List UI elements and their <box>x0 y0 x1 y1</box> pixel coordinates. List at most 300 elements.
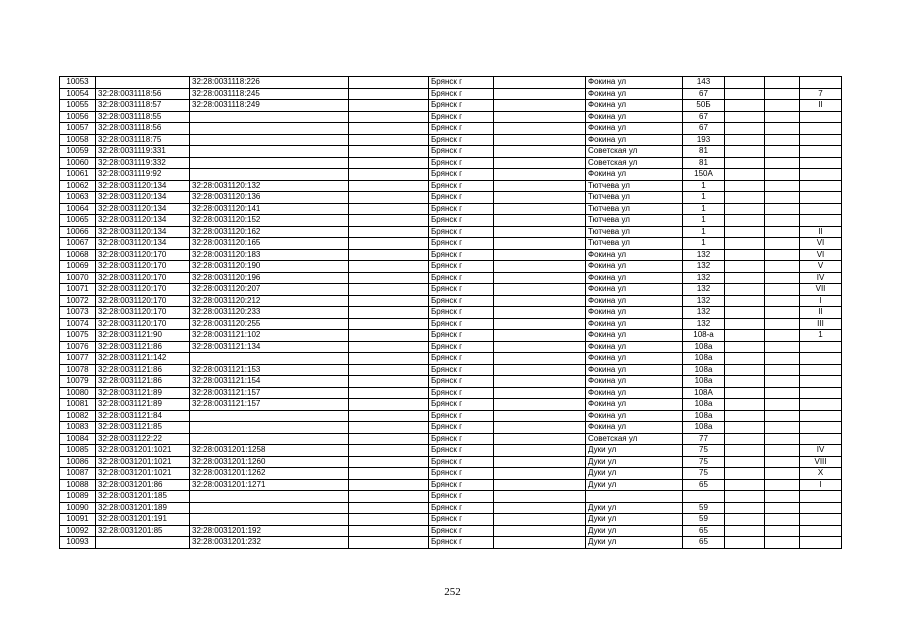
cell-sub-cadastral-number: 32:28:0031118:226 <box>190 77 349 89</box>
cell-city: Брянск г <box>429 77 494 89</box>
cell-sub-cadastral-number <box>190 502 349 514</box>
cell-city: Брянск г <box>429 341 494 353</box>
cell-blank-col-9 <box>725 433 765 445</box>
cell-blank-col-6 <box>494 77 586 89</box>
cell-cadastral-number: 32:28:0031119:92 <box>96 169 190 181</box>
cell-premise-number: VII <box>800 284 842 296</box>
cell-blank-col-10 <box>765 295 800 307</box>
cell-blank-col-6 <box>494 157 586 169</box>
table-row <box>60 157 842 169</box>
cell-house-number: 150А <box>683 169 725 181</box>
table-row <box>60 192 842 204</box>
cell-sub-cadastral-number: 32:28:0031120:190 <box>190 261 349 273</box>
cell-blank-col-10 <box>765 272 800 284</box>
cell-blank-col-6 <box>494 146 586 158</box>
cell-street: Тютчева ул <box>586 226 683 238</box>
cell-blank-col-10 <box>765 422 800 434</box>
cell-city: Брянск г <box>429 422 494 434</box>
cell-premise-number <box>800 387 842 399</box>
cell-cadastral-number: 32:28:0031121:86 <box>96 376 190 388</box>
cell-premise-number: V <box>800 261 842 273</box>
cell-cadastral-number: 32:28:0031121:85 <box>96 422 190 434</box>
cell-blank-col-9 <box>725 468 765 480</box>
cell-premise-number: IV <box>800 445 842 457</box>
cell-city: Брянск г <box>429 399 494 411</box>
cell-house-number: 75 <box>683 468 725 480</box>
cell-cadastral-number: 32:28:0031201:86 <box>96 479 190 491</box>
cell-blank-col-10 <box>765 169 800 181</box>
cell-street: Фокина ул <box>586 134 683 146</box>
cell-street: Советская ул <box>586 433 683 445</box>
cell-record-id: 10085 <box>60 445 96 457</box>
cell-record-id: 10078 <box>60 364 96 376</box>
cell-city: Брянск г <box>429 146 494 158</box>
cell-street: Дуки ул <box>586 514 683 526</box>
cell-record-id: 10083 <box>60 422 96 434</box>
cell-cadastral-number: 32:28:0031120:170 <box>96 307 190 319</box>
cell-sub-cadastral-number <box>190 157 349 169</box>
cell-record-id: 10054 <box>60 88 96 100</box>
cell-blank-col-4 <box>349 272 429 284</box>
cell-blank-col-4 <box>349 238 429 250</box>
cell-blank-col-6 <box>494 203 586 215</box>
cell-premise-number: 1 <box>800 330 842 342</box>
cell-blank-col-9 <box>725 261 765 273</box>
cell-blank-col-10 <box>765 364 800 376</box>
cell-city: Брянск г <box>429 203 494 215</box>
table-row <box>60 215 842 227</box>
cell-city: Брянск г <box>429 249 494 261</box>
cell-record-id: 10056 <box>60 111 96 123</box>
cell-blank-col-6 <box>494 433 586 445</box>
table-row <box>60 502 842 514</box>
cell-blank-col-6 <box>494 261 586 273</box>
cell-house-number: 77 <box>683 433 725 445</box>
cell-premise-number <box>800 341 842 353</box>
table-row <box>60 364 842 376</box>
table-row <box>60 353 842 365</box>
cell-blank-col-4 <box>349 537 429 549</box>
cell-blank-col-4 <box>349 203 429 215</box>
table-row <box>60 387 842 399</box>
cell-blank-col-10 <box>765 226 800 238</box>
cell-blank-col-10 <box>765 146 800 158</box>
cell-blank-col-4 <box>349 433 429 445</box>
table-row <box>60 180 842 192</box>
cell-street: Фокина ул <box>586 111 683 123</box>
cell-record-id: 10060 <box>60 157 96 169</box>
cell-sub-cadastral-number <box>190 111 349 123</box>
cell-house-number: 75 <box>683 445 725 457</box>
cell-blank-col-4 <box>349 456 429 468</box>
cell-record-id: 10075 <box>60 330 96 342</box>
cell-record-id: 10091 <box>60 514 96 526</box>
cell-city: Брянск г <box>429 157 494 169</box>
cell-blank-col-10 <box>765 318 800 330</box>
cell-blank-col-6 <box>494 364 586 376</box>
cell-house-number: 108а <box>683 364 725 376</box>
cell-sub-cadastral-number: 32:28:0031201:1271 <box>190 479 349 491</box>
cell-street: Тютчева ул <box>586 192 683 204</box>
cell-record-id: 10071 <box>60 284 96 296</box>
cell-cadastral-number: 32:28:0031121:89 <box>96 387 190 399</box>
cell-premise-number: X <box>800 468 842 480</box>
cell-street: Фокина ул <box>586 410 683 422</box>
cell-blank-col-4 <box>349 364 429 376</box>
cell-blank-col-10 <box>765 261 800 273</box>
table-row <box>60 88 842 100</box>
cell-city: Брянск г <box>429 88 494 100</box>
cell-cadastral-number: 32:28:0031119:332 <box>96 157 190 169</box>
cell-sub-cadastral-number <box>190 410 349 422</box>
table-row <box>60 491 842 503</box>
cell-blank-col-9 <box>725 146 765 158</box>
cell-cadastral-number: 32:28:0031121:142 <box>96 353 190 365</box>
cell-cadastral-number: 32:28:0031120:134 <box>96 226 190 238</box>
cell-blank-col-4 <box>349 180 429 192</box>
cell-blank-col-4 <box>349 307 429 319</box>
cell-premise-number: II <box>800 226 842 238</box>
table-row <box>60 399 842 411</box>
cell-premise-number <box>800 410 842 422</box>
cell-street: Фокина ул <box>586 376 683 388</box>
cell-blank-col-4 <box>349 387 429 399</box>
cell-street: Фокина ул <box>586 249 683 261</box>
registry-table <box>59 76 842 549</box>
cell-premise-number <box>800 180 842 192</box>
table-row <box>60 318 842 330</box>
cell-cadastral-number: 32:28:0031120:170 <box>96 261 190 273</box>
cell-blank-col-6 <box>494 226 586 238</box>
cell-blank-col-10 <box>765 111 800 123</box>
cell-street: Дуки ул <box>586 502 683 514</box>
cell-blank-col-10 <box>765 410 800 422</box>
cell-premise-number: I <box>800 295 842 307</box>
cell-house-number: 1 <box>683 192 725 204</box>
cell-city: Брянск г <box>429 456 494 468</box>
cell-premise-number <box>800 433 842 445</box>
cell-premise-number <box>800 422 842 434</box>
cell-sub-cadastral-number: 32:28:0031120:212 <box>190 295 349 307</box>
cell-blank-col-6 <box>494 525 586 537</box>
cell-city: Брянск г <box>429 479 494 491</box>
cell-premise-number <box>800 157 842 169</box>
cell-sub-cadastral-number <box>190 146 349 158</box>
cell-blank-col-10 <box>765 399 800 411</box>
cell-blank-col-6 <box>494 341 586 353</box>
cell-blank-col-6 <box>494 111 586 123</box>
cell-record-id: 10068 <box>60 249 96 261</box>
cell-blank-col-9 <box>725 445 765 457</box>
cell-city: Брянск г <box>429 215 494 227</box>
cell-street: Дуки ул <box>586 525 683 537</box>
cell-premise-number <box>800 376 842 388</box>
cell-record-id: 10074 <box>60 318 96 330</box>
cell-premise-number <box>800 134 842 146</box>
cell-blank-col-9 <box>725 502 765 514</box>
cell-blank-col-4 <box>349 123 429 135</box>
cell-blank-col-9 <box>725 192 765 204</box>
cell-blank-col-4 <box>349 525 429 537</box>
cell-blank-col-9 <box>725 318 765 330</box>
cell-cadastral-number: 32:28:0031201:185 <box>96 491 190 503</box>
cell-premise-number: III <box>800 318 842 330</box>
cell-blank-col-10 <box>765 479 800 491</box>
cell-city: Брянск г <box>429 111 494 123</box>
cell-cadastral-number: 32:28:0031121:89 <box>96 399 190 411</box>
cell-blank-col-6 <box>494 318 586 330</box>
table-row <box>60 295 842 307</box>
cell-premise-number: VI <box>800 238 842 250</box>
cell-record-id: 10073 <box>60 307 96 319</box>
cell-city: Брянск г <box>429 410 494 422</box>
cell-record-id: 10087 <box>60 468 96 480</box>
cell-premise-number <box>800 502 842 514</box>
cell-house-number: 65 <box>683 525 725 537</box>
cell-blank-col-6 <box>494 192 586 204</box>
cell-street: Тютчева ул <box>586 215 683 227</box>
cell-blank-col-9 <box>725 295 765 307</box>
cell-blank-col-10 <box>765 100 800 112</box>
cell-sub-cadastral-number: 32:28:0031120:233 <box>190 307 349 319</box>
cell-sub-cadastral-number: 32:28:0031121:153 <box>190 364 349 376</box>
cell-house-number: 59 <box>683 502 725 514</box>
cell-blank-col-6 <box>494 502 586 514</box>
cell-house-number: 132 <box>683 272 725 284</box>
cell-house-number: 81 <box>683 146 725 158</box>
table-row <box>60 111 842 123</box>
cell-street: Фокина ул <box>586 169 683 181</box>
cell-street: Фокина ул <box>586 364 683 376</box>
cell-street: Фокина ул <box>586 341 683 353</box>
cell-street: Советская ул <box>586 146 683 158</box>
cell-premise-number <box>800 169 842 181</box>
cell-street: Тютчева ул <box>586 180 683 192</box>
cell-premise-number <box>800 514 842 526</box>
cell-blank-col-6 <box>494 215 586 227</box>
cell-blank-col-4 <box>349 169 429 181</box>
cell-city: Брянск г <box>429 514 494 526</box>
cell-cadastral-number: 32:28:0031118:56 <box>96 123 190 135</box>
cell-blank-col-6 <box>494 422 586 434</box>
cell-blank-col-4 <box>349 376 429 388</box>
cell-blank-col-4 <box>349 445 429 457</box>
cell-blank-col-6 <box>494 537 586 549</box>
cell-blank-col-4 <box>349 249 429 261</box>
cell-record-id: 10058 <box>60 134 96 146</box>
cell-city: Брянск г <box>429 238 494 250</box>
cell-street: Дуки ул <box>586 456 683 468</box>
cell-blank-col-6 <box>494 410 586 422</box>
cell-premise-number <box>800 192 842 204</box>
cell-blank-col-9 <box>725 111 765 123</box>
cell-cadastral-number: 32:28:0031121:86 <box>96 341 190 353</box>
cell-blank-col-10 <box>765 88 800 100</box>
cell-sub-cadastral-number: 32:28:0031120:196 <box>190 272 349 284</box>
cell-house-number: 108а <box>683 376 725 388</box>
cell-blank-col-4 <box>349 502 429 514</box>
cell-house-number: 132 <box>683 249 725 261</box>
cell-blank-col-4 <box>349 88 429 100</box>
cell-premise-number <box>800 525 842 537</box>
cell-city: Брянск г <box>429 180 494 192</box>
cell-sub-cadastral-number <box>190 422 349 434</box>
table-row <box>60 479 842 491</box>
cell-sub-cadastral-number <box>190 134 349 146</box>
cell-house-number: 193 <box>683 134 725 146</box>
cell-house-number: 67 <box>683 111 725 123</box>
cell-record-id: 10090 <box>60 502 96 514</box>
cell-record-id: 10092 <box>60 525 96 537</box>
cell-sub-cadastral-number: 32:28:0031121:134 <box>190 341 349 353</box>
cell-street: Фокина ул <box>586 284 683 296</box>
cell-blank-col-6 <box>494 376 586 388</box>
cell-street: Дуки ул <box>586 445 683 457</box>
cell-blank-col-9 <box>725 422 765 434</box>
cell-house-number: 108а <box>683 341 725 353</box>
cell-city: Брянск г <box>429 364 494 376</box>
cell-blank-col-6 <box>494 468 586 480</box>
cell-premise-number: I <box>800 479 842 491</box>
cell-street: Фокина ул <box>586 295 683 307</box>
table-row <box>60 261 842 273</box>
cell-premise-number: II <box>800 307 842 319</box>
cell-blank-col-4 <box>349 261 429 273</box>
cell-blank-col-4 <box>349 111 429 123</box>
cell-blank-col-6 <box>494 249 586 261</box>
cell-blank-col-9 <box>725 249 765 261</box>
cell-blank-col-10 <box>765 249 800 261</box>
cell-cadastral-number: 32:28:0031121:90 <box>96 330 190 342</box>
table-row <box>60 284 842 296</box>
cell-blank-col-9 <box>725 88 765 100</box>
cell-blank-col-4 <box>349 284 429 296</box>
cell-house-number: 59 <box>683 514 725 526</box>
cell-blank-col-9 <box>725 284 765 296</box>
cell-city: Брянск г <box>429 387 494 399</box>
cell-street: Фокина ул <box>586 100 683 112</box>
cell-city: Брянск г <box>429 353 494 365</box>
table-row <box>60 134 842 146</box>
cell-blank-col-10 <box>765 203 800 215</box>
cell-blank-col-6 <box>494 169 586 181</box>
cell-cadastral-number: 32:28:0031120:134 <box>96 180 190 192</box>
cell-city: Брянск г <box>429 134 494 146</box>
cell-blank-col-9 <box>725 364 765 376</box>
cell-cadastral-number: 32:28:0031201:1021 <box>96 456 190 468</box>
cell-sub-cadastral-number: 32:28:0031121:154 <box>190 376 349 388</box>
cell-blank-col-9 <box>725 525 765 537</box>
cell-blank-col-10 <box>765 353 800 365</box>
cell-city: Брянск г <box>429 330 494 342</box>
table-row <box>60 272 842 284</box>
cell-street: Дуки ул <box>586 479 683 491</box>
cell-city: Брянск г <box>429 537 494 549</box>
cell-house-number: 65 <box>683 479 725 491</box>
cell-house-number: 132 <box>683 307 725 319</box>
table-row <box>60 514 842 526</box>
cell-blank-col-9 <box>725 353 765 365</box>
cell-city: Брянск г <box>429 433 494 445</box>
cell-cadastral-number: 32:28:0031120:170 <box>96 295 190 307</box>
cell-blank-col-4 <box>349 479 429 491</box>
cell-house-number: 50Б <box>683 100 725 112</box>
cell-blank-col-10 <box>765 330 800 342</box>
table-row <box>60 100 842 112</box>
cell-blank-col-9 <box>725 215 765 227</box>
cell-sub-cadastral-number: 32:28:0031118:245 <box>190 88 349 100</box>
cell-blank-col-6 <box>494 387 586 399</box>
cell-city: Брянск г <box>429 445 494 457</box>
cell-record-id: 10063 <box>60 192 96 204</box>
cell-blank-col-9 <box>725 491 765 503</box>
cell-record-id: 10064 <box>60 203 96 215</box>
cell-blank-col-9 <box>725 123 765 135</box>
cell-blank-col-4 <box>349 146 429 158</box>
cell-cadastral-number: 32:28:0031201:1021 <box>96 468 190 480</box>
cell-blank-col-9 <box>725 272 765 284</box>
cell-blank-col-10 <box>765 134 800 146</box>
cell-sub-cadastral-number <box>190 169 349 181</box>
table-row <box>60 249 842 261</box>
table-row <box>60 238 842 250</box>
cell-record-id: 10088 <box>60 479 96 491</box>
cell-blank-col-9 <box>725 330 765 342</box>
cell-city: Брянск г <box>429 318 494 330</box>
cell-sub-cadastral-number <box>190 353 349 365</box>
cell-house-number: 81 <box>683 157 725 169</box>
cell-street: Советская ул <box>586 157 683 169</box>
cell-blank-col-10 <box>765 341 800 353</box>
cell-sub-cadastral-number: 32:28:0031120:162 <box>190 226 349 238</box>
cell-blank-col-10 <box>765 123 800 135</box>
cell-blank-col-6 <box>494 123 586 135</box>
table-row <box>60 468 842 480</box>
cell-blank-col-9 <box>725 410 765 422</box>
cell-premise-number <box>800 537 842 549</box>
cell-blank-col-10 <box>765 192 800 204</box>
cell-cadastral-number: 32:28:0031201:1021 <box>96 445 190 457</box>
cell-blank-col-10 <box>765 180 800 192</box>
cell-city: Брянск г <box>429 307 494 319</box>
cell-blank-col-10 <box>765 514 800 526</box>
cell-blank-col-9 <box>725 387 765 399</box>
cell-house-number: 1 <box>683 180 725 192</box>
cell-blank-col-6 <box>494 330 586 342</box>
cell-record-id: 10076 <box>60 341 96 353</box>
cell-cadastral-number: 32:28:0031120:170 <box>96 249 190 261</box>
cell-blank-col-4 <box>349 295 429 307</box>
cell-blank-col-4 <box>349 100 429 112</box>
cell-city: Брянск г <box>429 100 494 112</box>
cell-city: Брянск г <box>429 525 494 537</box>
cell-blank-col-9 <box>725 226 765 238</box>
cell-street: Тютчева ул <box>586 238 683 250</box>
cell-record-id: 10070 <box>60 272 96 284</box>
cell-street: Дуки ул <box>586 537 683 549</box>
cell-sub-cadastral-number: 32:28:0031120:136 <box>190 192 349 204</box>
cell-sub-cadastral-number: 32:28:0031201:1260 <box>190 456 349 468</box>
cell-record-id: 10053 <box>60 77 96 89</box>
cell-blank-col-4 <box>349 410 429 422</box>
cell-blank-col-6 <box>494 180 586 192</box>
cell-premise-number <box>800 399 842 411</box>
cell-street: Дуки ул <box>586 468 683 480</box>
cell-record-id: 10082 <box>60 410 96 422</box>
cell-blank-col-10 <box>765 468 800 480</box>
cell-cadastral-number: 32:28:0031118:55 <box>96 111 190 123</box>
cell-street: Фокина ул <box>586 307 683 319</box>
